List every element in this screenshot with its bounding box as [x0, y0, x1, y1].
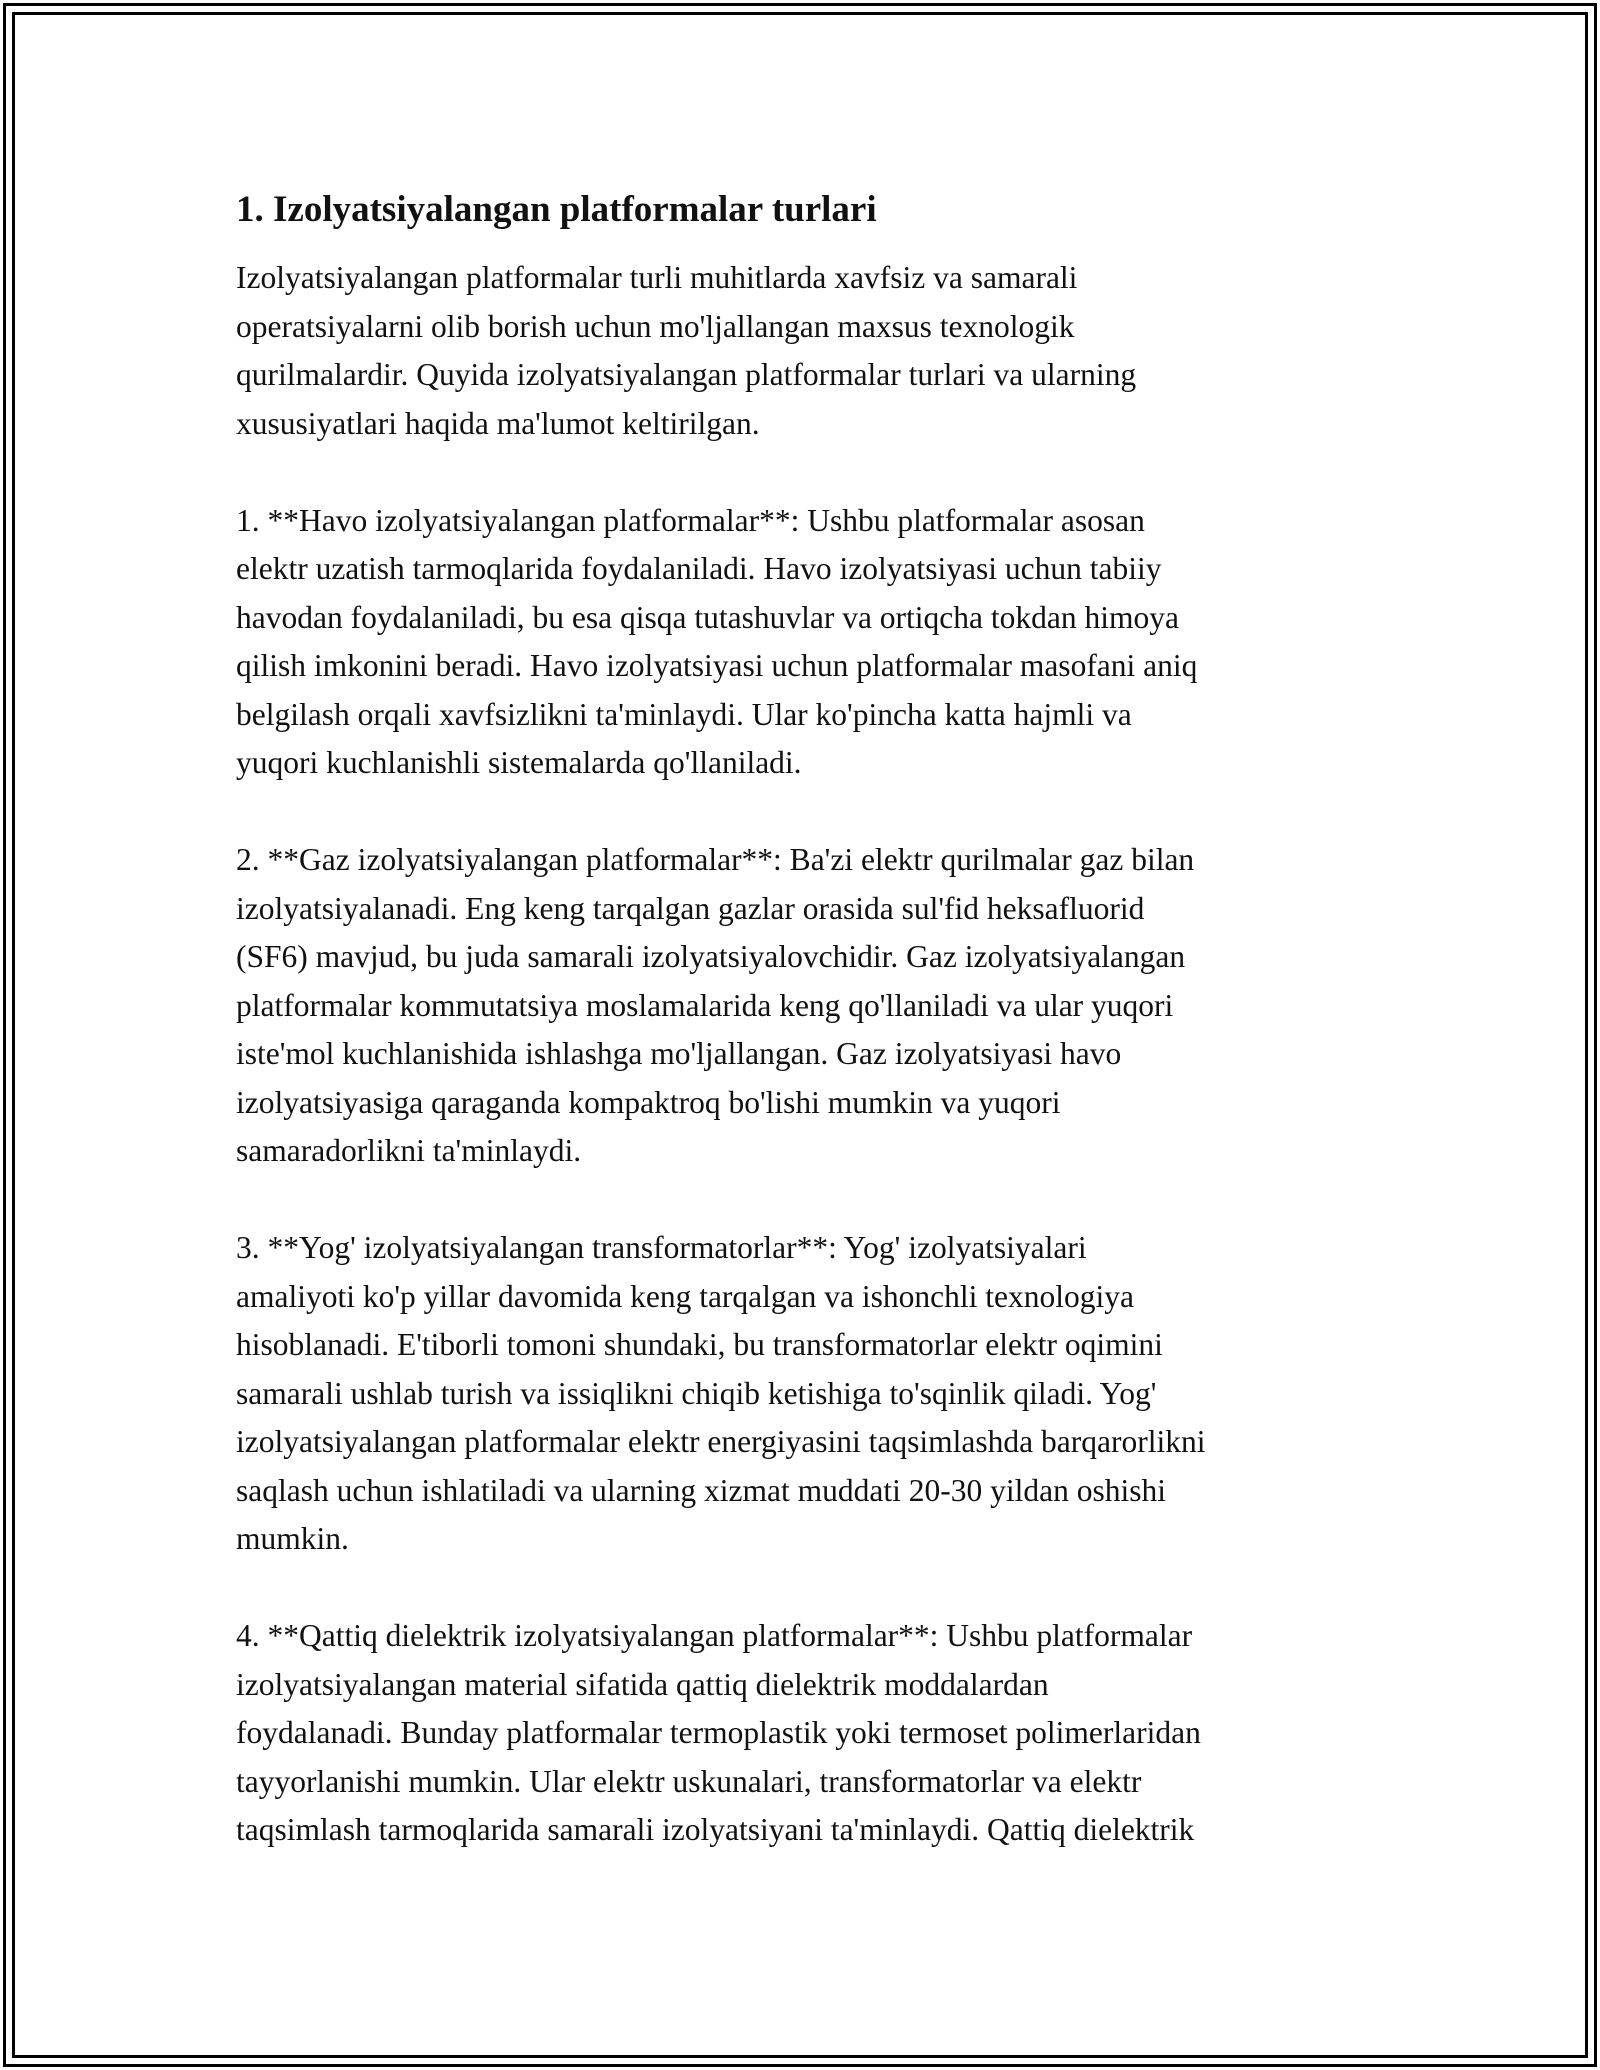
text-line: operatsiyalarni olib borish uchun mo'ljallangan maxsus texnologik [236, 308, 1075, 344]
text-line: mumkin. [236, 1521, 349, 1556]
document-body [236, 186, 1376, 1903]
text-line: amaliyoti ko'p yillar davomida keng tarqalgan va ishonchli texnologiya [236, 1278, 1134, 1314]
list-item-oil-insulated [236, 1224, 1376, 1564]
text-line: belgilash orqali xavfsizlikni ta'minlaydi. Ular ko'pincha katta hajmli va [236, 696, 1132, 732]
text-line: samarali ushlab turish va issiqlikni chiqib ketishiga to'sqinlik qiladi. Yog' [236, 1375, 1157, 1411]
text-line: 3. **Yog' izolyatsiyalangan transformatorlar**: Yog' izolyatsiyalari [236, 1230, 1087, 1265]
text-line: yuqori kuchlanishli sistemalarda qo'llaniladi. [236, 745, 802, 780]
text-line: taqsimlash tarmoqlarida samarali izolyatsiyani ta'minlaydi. Qattiq dielektrik [236, 1812, 1195, 1847]
intro-paragraph [236, 254, 1376, 448]
text-line: elektr uzatish tarmoqlarida foydalaniladi. Havo izolyatsiyasi uchun tabiiy [236, 551, 1162, 586]
text-line: izolyatsiyalanadi. Eng keng tarqalgan gazlar orasida sul'fid heksafluorid [236, 890, 1145, 926]
text-line: hisoblanadi. E'tiborli tomoni shundaki, bu transformatorlar elektr oqimini [236, 1327, 1163, 1362]
text-line: 4. **Qattiq dielektrik izolyatsiyalangan platformalar**: Ushbu platformalar [236, 1618, 1193, 1653]
text-line: saqlash uchun ishlatiladi va ularning xizmat muddati 20-30 yildan oshishi [236, 1472, 1166, 1508]
section-heading: 1. Izolyatsiyalangan platformalar turlari [236, 189, 877, 230]
text-line: iste'mol kuchlanishida ishlashga mo'ljallangan. Gaz izolyatsiyasi havo [236, 1036, 1122, 1071]
text-line: havodan foydalaniladi, bu esa qisqa tutashuvlar va ortiqcha tokdan himoya [236, 599, 1179, 635]
text-line: izolyatsiyasiga qaraganda kompaktroq bo'lishi mumkin va yuqori [236, 1084, 1061, 1120]
text-line: tayyorlanishi mumkin. Ular elektr uskunalari, transformatorlar va elektr [236, 1763, 1142, 1799]
text-line: foydalanadi. Bunday platformalar termoplastik yoki termoset polimerlaridan [236, 1715, 1201, 1750]
list-item-air-insulated [236, 497, 1376, 788]
text-line: 1. **Havo izolyatsiyalangan platformalar**: Ushbu platformalar asosan [236, 502, 1145, 538]
text-line: izolyatsiyalangan platformalar elektr energiyasini taqsimlashda barqarorlikni [236, 1424, 1206, 1459]
text-line: qilish imkonini beradi. Havo izolyatsiyasi uchun platformalar masofani aniq [236, 648, 1198, 683]
list-item-solid-dielectric [236, 1612, 1376, 1855]
text-line: qurilmalardir. Quyida izolyatsiyalangan platformalar turlari va ularning [236, 357, 1137, 392]
text-line: Izolyatsiyalangan platformalar turli muhitlarda xavfsiz va samarali [236, 260, 1078, 295]
text-line: (SF6) mavjud, bu juda samarali izolyatsiyalovchidir. Gaz izolyatsiyalangan [236, 939, 1186, 974]
text-line: izolyatsiyalangan material sifatida qattiq dielektrik moddalardan [236, 1666, 1049, 1702]
text-line: samaradorlikni ta'minlaydi. [236, 1133, 582, 1168]
list-item-gas-insulated [236, 836, 1376, 1176]
text-line: xususiyatlari haqida ma'lumot keltirilgan. [236, 405, 760, 441]
text-line: 2. **Gaz izolyatsiyalangan platformalar**: Ba'zi elektr qurilmalar gaz bilan [236, 842, 1195, 877]
text-line: platformalar kommutatsiya moslamalarida keng qo'llaniladi va ular yuqori [236, 987, 1174, 1023]
